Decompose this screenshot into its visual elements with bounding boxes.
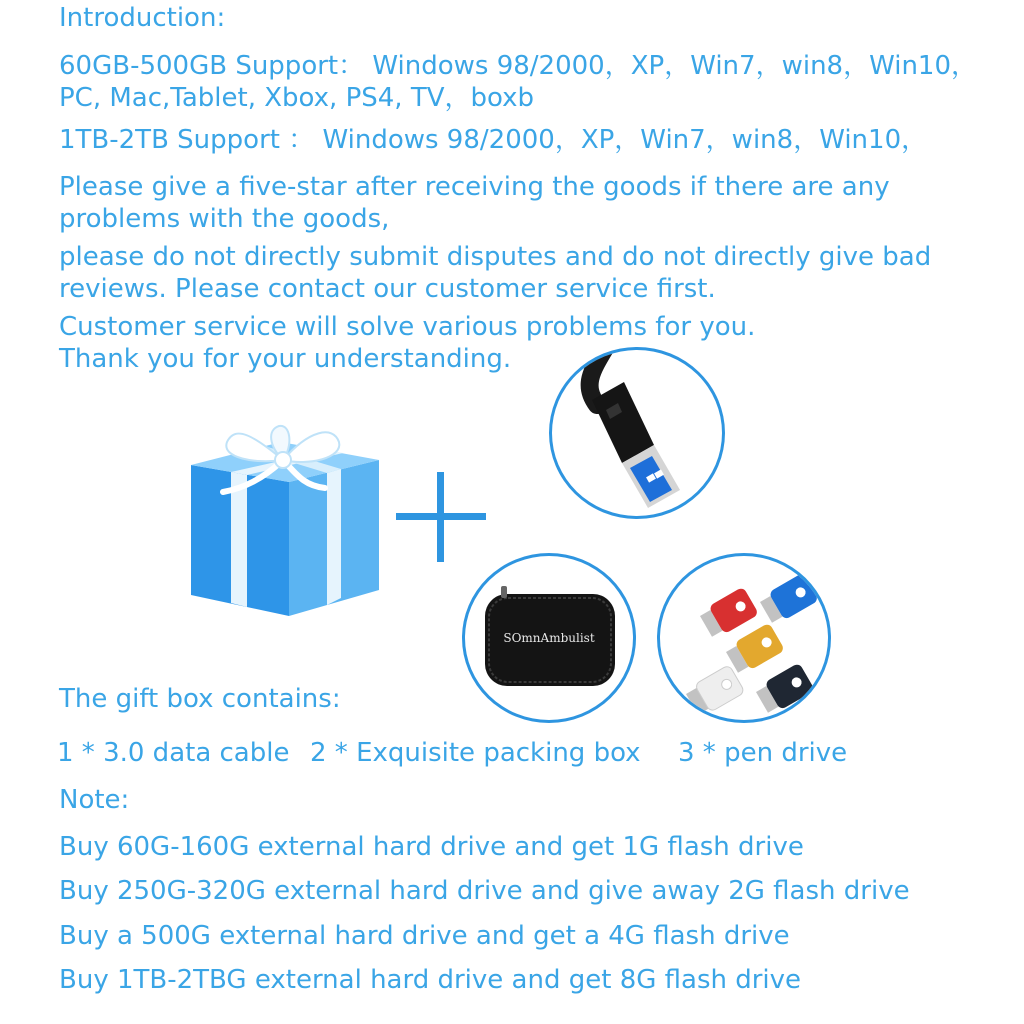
pen-drive-icon <box>660 556 828 720</box>
usb-cable-icon <box>552 350 722 516</box>
gift-box-heading: The gift box contains: <box>59 684 341 714</box>
gift-item-packing-box: 2 * Exquisite packing box <box>310 738 641 768</box>
notice-line-1: Please give a five-star after receiving the goods if there are any <box>59 172 890 202</box>
notice-line-5: Customer service will solve various problems for you. <box>59 312 756 342</box>
note-line-2: Buy 250G-320G external hard drive and give away 2G flash drive <box>59 876 910 906</box>
pen-drive-circle <box>657 553 831 723</box>
notice-line-4: reviews. Please contact our customer service first. <box>59 274 716 304</box>
gift-item-pen-drive: 3 * pen drive <box>678 738 848 768</box>
usb-cable-circle <box>549 347 725 519</box>
packing-box-circle <box>462 553 636 723</box>
support-60-500-line1: 60GB-500GB Support： Windows 98/2000，XP，Win7，win8，Win10， <box>59 51 978 81</box>
intro-heading: Introduction: <box>59 3 226 33</box>
gift-item-cable: 1 * 3.0 data cable <box>57 738 290 768</box>
gift-box-icon <box>183 420 383 620</box>
note-line-3: Buy a 500G external hard drive and get a 4G flash drive <box>59 921 790 951</box>
case-brand-label: SOmnAmbulist <box>503 631 595 645</box>
support-1tb-2tb: 1TB-2TB Support ： Windows 98/2000，XP，Win7，win8，Win10， <box>59 125 928 155</box>
notice-line-3: please do not directly submit disputes and do not directly give bad <box>59 242 932 272</box>
note-line-4: Buy 1TB-2TBG external hard drive and get 8G flash drive <box>59 965 802 995</box>
note-heading: Note: <box>59 785 130 815</box>
note-line-1: Buy 60G-160G external hard drive and get 1G flash drive <box>59 832 804 862</box>
plus-vertical-bar <box>437 472 444 562</box>
notice-line-6: Thank you for your understanding. <box>59 344 512 374</box>
notice-line-2: problems with the goods, <box>59 204 390 234</box>
support-60-500-line2: PC, Mac,Tablet, Xbox, PS4, TV，boxb <box>59 83 535 113</box>
